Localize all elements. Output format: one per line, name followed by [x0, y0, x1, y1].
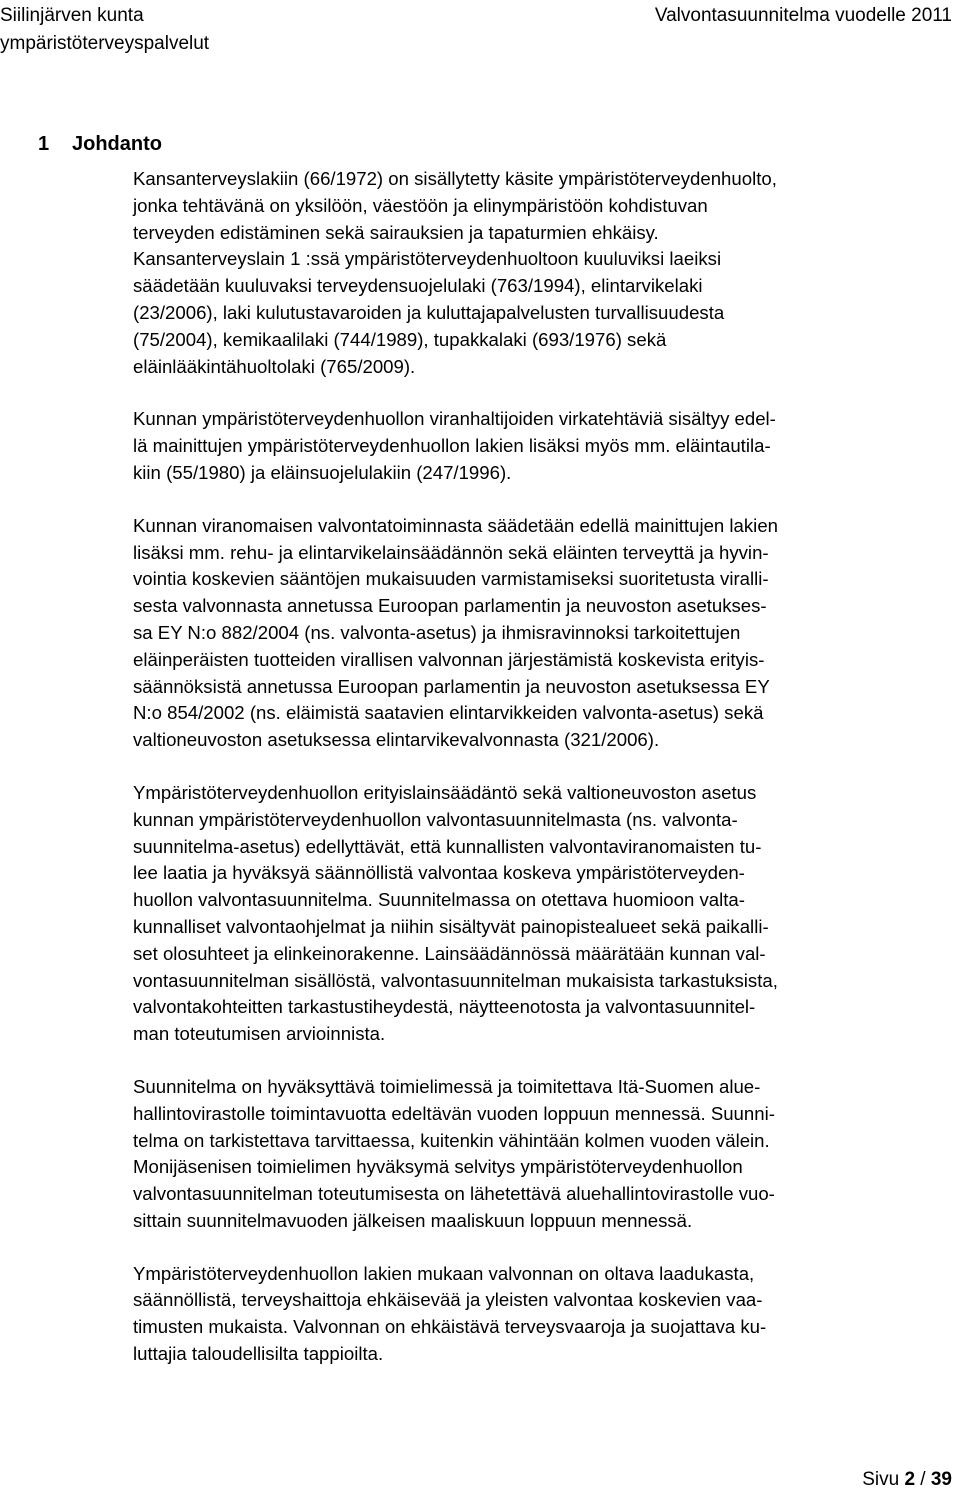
paragraph-4 [133, 780, 958, 1048]
text-line: valtioneuvoston asetuksessa elintarvikevalvonnasta (321/2006). [133, 729, 660, 751]
header-document-title: Valvontasuunnitelma vuodelle 2011 [654, 5, 952, 26]
section-number: 1 [38, 133, 50, 155]
text-line: (23/2006), laki kulutustavaroiden ja kuluttajapalvelusten turvallisuudesta [133, 301, 725, 323]
text-line: suunnitelma-asetus) edellyttävät, että kunnallisten valvontaviranomaisten tu- [133, 835, 762, 857]
text-line: N:o 854/2002 (ns. eläimistä saatavien elintarvikkeiden valvonta-asetus) sekä [133, 702, 764, 724]
text-line: terveyden edistäminen sekä sairauksien ja tapaturmien ehkäisy. [133, 221, 659, 243]
text-line: set olosuhteet ja elinkeinorakenne. Lainsäädännössä määrätään kunnan val- [133, 942, 766, 964]
text-line: sesta valvonnasta annetussa Euroopan parlamentin ja neuvoston asetukses- [133, 595, 767, 617]
text-line: Monijäsenisen toimielimen hyväksymä selvitys ympäristöterveydenhuollon [133, 1156, 743, 1178]
text-line: lä mainittujen ympäristöterveydenhuollon lakien lisäksi myös mm. eläintautila- [133, 435, 771, 457]
header-org-line-2: ympäristöterveyspalvelut [0, 33, 210, 54]
text-line: Kansanterveyslakiin (66/1972) on sisällytetty käsite ympäristöterveydenhuolto, [133, 168, 777, 189]
total-pages-number: 39 [930, 1469, 952, 1490]
text-line: vointia koskevien sääntöjen mukaisuuden varmistamiseksi suoritetusta viralli- [133, 568, 769, 590]
document-body [133, 166, 958, 1368]
text-line: sa EY N:o 882/2004 (ns. valvonta-asetus) ja ihmisravinnoksi tarkoitettujen [133, 621, 741, 643]
text-line: jonka tehtävänä on yksilöön, väestöön ja elinympäristöön kohdistuvan [133, 194, 708, 216]
page-label: Sivu [862, 1469, 905, 1490]
text-line: luttajia taloudellisilta tappioilta. [133, 1343, 384, 1365]
text-line: man toteutumisen arvioinnista. [133, 1023, 386, 1045]
text-line: lisäksi mm. rehu- ja elintarvikelainsäädännön sekä eläinten terveyttä ja hyvin- [133, 541, 769, 563]
text-line: kunnalliset valvontaohjelmat ja niihin sisältyvät painopistealueet sekä paikalli- [133, 915, 769, 937]
text-line: telma on tarkistettava tarvittaessa, kuitenkin vähintään kolmen vuoden välein. [133, 1129, 770, 1151]
page-separator: / [915, 1469, 931, 1490]
text-line: säännöksistä annetussa Euroopan parlamentin ja neuvoston asetuksessa EY [133, 675, 770, 697]
header-org-line-1: Siilinjärven kunta [0, 5, 144, 26]
text-line: valvontakohteitten tarkastustiheydestä, näytteenotosta ja valvontasuunnitel- [133, 996, 756, 1018]
text-line: lee laatia ja hyväksyä säännöllistä valvontaa koskeva ympäristöterveyden- [133, 862, 745, 884]
section-title: Johdanto [72, 133, 162, 155]
text-line: kunnan ympäristöterveydenhuollon valvontasuunnitelmasta (ns. valvonta- [133, 808, 738, 830]
text-line: säännöllistä, terveyshaittoja ehkäisevää ja yleisten valvontaa koskevien vaa- [133, 1289, 763, 1311]
text-line: Kunnan ympäristöterveydenhuollon viranhaltijoiden virkatehtäviä sisältyy edel- [133, 408, 776, 430]
text-line: säädetään kuuluvaksi terveydensuojelulaki (763/1994), elintarvikelaki [133, 275, 703, 297]
header-organization [0, 2, 209, 58]
text-line: eläinlääkintähuoltolaki (765/2009). [133, 355, 416, 377]
paragraph-2 [133, 406, 958, 486]
text-line: sittain suunnitelmavuoden jälkeisen maaliskuun loppuun mennessä. [133, 1209, 693, 1231]
text-line: hallintovirastolle toimintavuotta edeltävän vuoden loppuun mennessä. Suunni- [133, 1102, 775, 1124]
text-line: (75/2004), kemikaalilaki (744/1989), tupakkalaki (693/1976) sekä [133, 328, 667, 350]
text-line: Suunnitelma on hyväksyttävä toimielimessä ja toimitettava Itä-Suomen alue- [133, 1075, 761, 1097]
text-line: eläinperäisten tuotteiden virallisen valvonnan järjestämistä koskevista erityis- [133, 648, 765, 670]
section-heading [38, 130, 162, 158]
text-line: Ympäristöterveydenhuollon erityislainsäädäntö sekä valtioneuvoston asetus [133, 781, 757, 803]
text-line: Ympäristöterveydenhuollon lakien mukaan valvonnan on oltava laadukasta, [133, 1262, 755, 1284]
text-line: huollon valvontasuunnitelma. Suunnitelmassa on otettava huomioon valta- [133, 889, 745, 911]
current-page-number: 2 [904, 1469, 916, 1490]
paragraph-5 [133, 1074, 958, 1235]
page-number-footer [862, 1467, 952, 1493]
paragraph-1 [133, 166, 958, 380]
text-line: timusten mukaista. Valvonnan on ehkäistävä terveysvaaroja ja suojattava ku- [133, 1316, 767, 1338]
text-line: vontasuunnitelman sisällöstä, valvontasuunnitelman mukaisista tarkastuksista, [133, 969, 778, 991]
paragraph-3 [133, 513, 958, 754]
paragraph-6 [133, 1261, 958, 1368]
text-line: kiin (55/1980) ja eläinsuojelulakiin (247/1996). [133, 461, 512, 483]
text-line: valvontasuunnitelman toteutumisesta on lähetettävä aluehallintovirastolle vuo- [133, 1183, 775, 1205]
text-line: Kunnan viranomaisen valvontatoiminnasta säädetään edellä mainittujen lakien [133, 514, 778, 536]
text-line: Kansanterveyslain 1 :ssä ympäristöterveydenhuoltoon kuuluviksi laeiksi [133, 248, 722, 270]
